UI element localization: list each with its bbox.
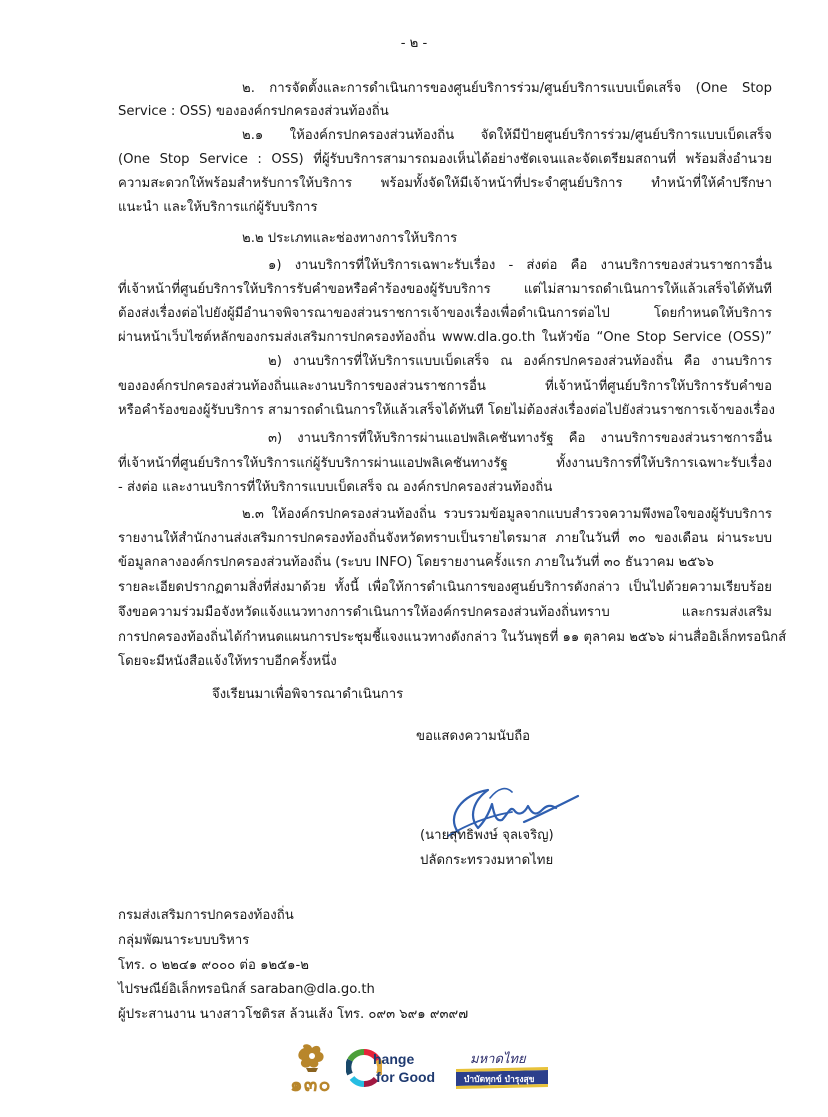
slogan-script-text: มหาดไทย xyxy=(470,1052,526,1067)
section-2-2-item-2-line-2: ขององค์กรปกครองส่วนท้องถิ่นและงานบริการของส่วนราชการอื่น ที่เจ้าหน้าที่ศูนย์บริการให้บริการรับคำขอ xyxy=(118,379,772,394)
section-2-3-line-4: รายละเอียดปรากฏตามสิ่งที่ส่งมาด้วย ทั้งนี้ เพื่อให้การดำเนินการของศูนย์บริการดังกล่าว เป็นไปด้วยความเรียบร้อย xyxy=(118,580,772,595)
footer-department: กรมส่งเสริมการปกครองท้องถิ่น xyxy=(118,908,294,923)
section-2-1-line-1: ๒.๑ ให้องค์กรปกครองส่วนท้องถิ่น จัดให้มีป้ายศูนย์บริการร่วม/ศูนย์บริการแบบเบ็ดเสร็จ xyxy=(242,128,772,143)
change-for-good-logo xyxy=(346,1048,446,1092)
section-2-2-item-1-line-1: ๑) งานบริการที่ให้บริการเฉพาะรับเรื่อง - ส่งต่อ คือ งานบริการของส่วนราชการอื่น xyxy=(268,258,772,273)
section-2-2-item-2-line-1: ๒) งานบริการที่ให้บริการแบบเบ็ดเสร็จ ณ องค์กรปกครองส่วนท้องถิ่น คือ งานบริการ xyxy=(268,354,772,369)
section-2-2-item-1-line-4: ผ่านหน้าเว็บไซต์หลักของกรมส่งเสริมการปกครองท้องถิ่น www.dla.go.th ในหัวข้อ “One Stop Service (OSS)” xyxy=(118,330,772,345)
section-2-line-2: Service : OSS) ขององค์กรปกครองส่วนท้องถิ่น xyxy=(118,104,389,119)
section-2-3-line-3: ข้อมูลกลางองค์กรปกครองส่วนท้องถิ่น (ระบบ INFO) โดยรายงานครั้งแรก ภายในวันที่ ๓๐ ธันวาคม ๒๕๖๖ xyxy=(118,555,714,570)
section-2-3-line-6: การปกครองท้องถิ่นได้กำหนดแผนการประชุมชี้แจงแนวทางดังกล่าว ในวันพุธที่ ๑๑ ตุลาคม ๒๕๖๖ ผ่านสื่ออิเล็กทรอนิกส์ xyxy=(118,630,787,645)
section-2-3-line-2: รายงานให้สำนักงานส่งเสริมการปกครองท้องถิ่นจังหวัดทราบเป็นรายไตรมาส ภายในวันที่ ๓๐ ของเดือน ผ่านระบบ xyxy=(118,531,772,546)
section-2-1-line-2: (One Stop Service : OSS) ที่ผู้รับบริการสามารถมองเห็นได้อย่างชัดเจนและจัดเตรียมสถานที่ พร้อมสิ่งอำนวย xyxy=(118,152,772,167)
section-2-2-title: ๒.๒ ประเภทและช่องทางการให้บริการ xyxy=(242,231,458,246)
signer-name: (นายสุทธิพงษ์ จุลเจริญ) xyxy=(420,828,554,843)
section-2-2-item-3-line-3: - ส่งต่อ และงานบริการที่ให้บริการแบบเบ็ดเสร็จ ณ องค์กรปกครองส่วนท้องถิ่น xyxy=(118,480,553,495)
section-2-2-item-1-line-3: ต้องส่งเรื่องต่อไปยังผู้มีอำนาจพิจารณาของส่วนราชการเจ้าของเรื่องเพื่อดำเนินการต่อไป โดยกำหนดให้บริการ xyxy=(118,306,772,321)
section-2-2-item-2-line-3: หรือคำร้องของผู้รับบริการ สามารถดำเนินการให้แล้วเสร็จได้ทันที โดยไม่ต้องส่งเรื่องต่อไปยังส่วนราชการเจ้าของเรื่อง xyxy=(118,403,775,418)
section-2-3-line-7: โดยจะมีหนังสือแจ้งให้ทราบอีกครั้งหนึ่ง xyxy=(118,654,337,669)
section-2-1-line-3: ความสะดวกให้พร้อมสำหรับการให้บริการ พร้อมทั้งจัดให้มีเจ้าหน้าที่ประจำศูนย์บริการ ทำหน้าที่ให้คำปรึกษา xyxy=(118,176,772,191)
section-2-line-1: ๒. การจัดตั้งและการดำเนินการของศูนย์บริการร่วม/ศูนย์บริการแบบเบ็ดเสร็จ (One Stop xyxy=(242,81,772,96)
closing-text: จึงเรียนมาเพื่อพิจารณาดำเนินการ xyxy=(212,687,404,702)
slogan-ribbon-text: บำบัดทุกข์ บำรุงสุข xyxy=(464,1075,535,1085)
regards-text: ขอแสดงความนับถือ xyxy=(416,729,531,744)
mahadthai-slogan-logo xyxy=(456,1048,548,1092)
section-2-3-line-1: ๒.๓ ให้องค์กรปกครองส่วนท้องถิ่น รวบรวมข้อมูลจากแบบสำรวจความพึงพอใจของผู้รับบริการ xyxy=(242,507,772,522)
section-2-3-line-5: จึงขอความร่วมมือจังหวัดแจ้งแนวทางการดำเนินการให้องค์กรปกครองส่วนท้องถิ่นทราบ และกรมส่งเสริม xyxy=(118,605,772,620)
change-logo-line-2: for Good xyxy=(376,1069,436,1085)
footer-division: กลุ่มพัฒนาระบบบริหาร xyxy=(118,933,250,948)
section-2-2-item-1-line-2: ที่เจ้าหน้าที่ศูนย์บริการให้บริการรับคำขอหรือคำร้องของผู้รับบริการ แต่ไม่สามารถดำเนินการให้แล้วเสร็จได้ทันที xyxy=(118,282,772,297)
signer-title: ปลัดกระทรวงมหาดไทย xyxy=(420,853,554,868)
footer-phone: โทร. ๐ ๒๒๔๑ ๙๐๐๐ ต่อ ๑๒๕๑-๒ xyxy=(118,958,309,973)
section-2-2-item-3-line-2: ที่เจ้าหน้าที่ศูนย์บริการให้บริการแก่ผู้รับบริการผ่านแอปพลิเคชันทางรัฐ ทั้งงานบริการที่ให้บริการเฉพาะรับเรื่อง xyxy=(118,456,772,471)
page-number: - ๒ - xyxy=(400,36,428,51)
anniversary-130-logo xyxy=(286,1042,338,1096)
section-2-2-item-3-line-1: ๓) งานบริการที่ให้บริการผ่านแอปพลิเคชันทางรัฐ คือ งานบริการของส่วนราชการอื่น xyxy=(268,431,772,446)
change-logo-line-1: hange xyxy=(373,1051,415,1067)
footer-coordinator: ผู้ประสานงาน นางสาวโชติรส ล้วนเส้ง โทร. ๐๙๓ ๖๙๑ ๙๓๙๗ xyxy=(118,1007,469,1022)
section-2-1-line-4: แนะนำ และให้บริการแก่ผู้รับบริการ xyxy=(118,200,318,215)
anniversary-130-text: ๑๓๐ xyxy=(290,1072,332,1096)
footer-email: ไปรษณีย์อิเล็กทรอนิกส์ saraban@dla.go.th xyxy=(118,982,375,997)
